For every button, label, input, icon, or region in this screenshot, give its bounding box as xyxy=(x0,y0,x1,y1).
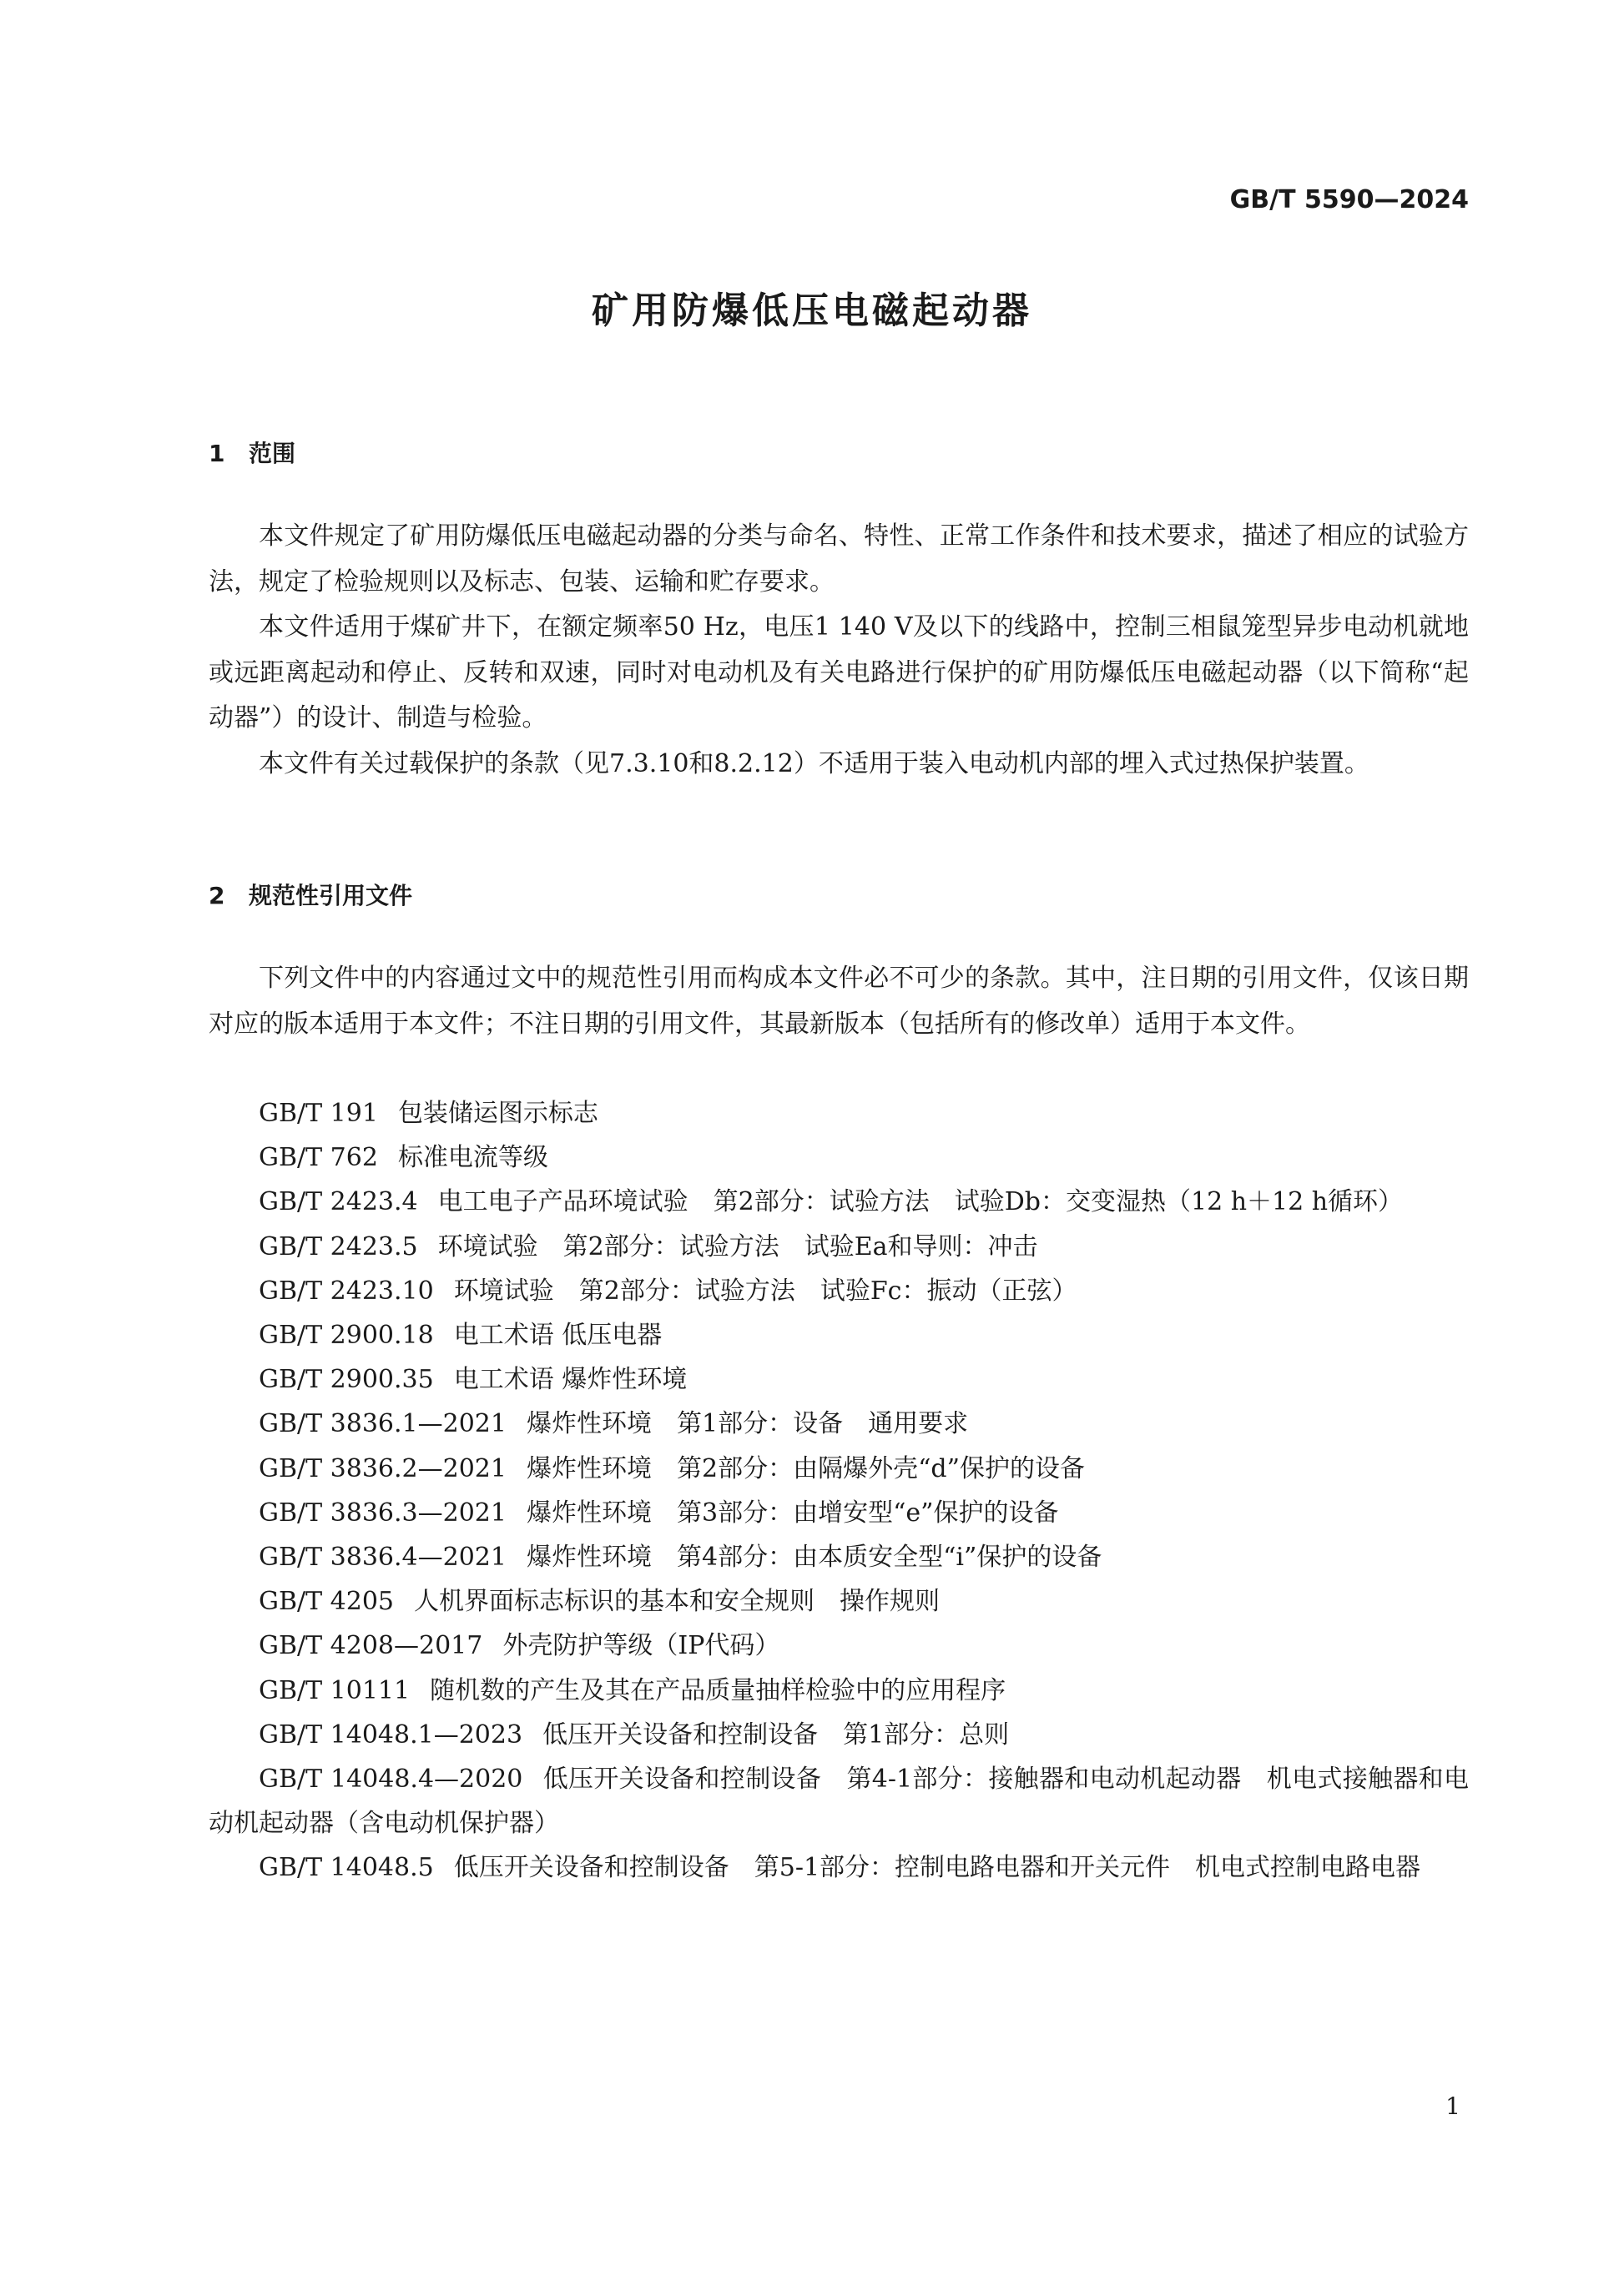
reference-title: 环境试验 第2部分：试验方法 试验Ea和导则：冲击 xyxy=(437,1231,1038,1261)
reference-title: 爆炸性环境 第3部分：由增安型“e”保护的设备 xyxy=(526,1498,1059,1528)
reference-title: 随机数的产生及其在产品质量抽样检验中的应用程序 xyxy=(430,1675,1006,1705)
reference-title: 电工术语 爆炸性环境 xyxy=(453,1365,688,1395)
reference-code: GB/T 4205 xyxy=(259,1587,395,1617)
reference-title: 爆炸性环境 第2部分：由隔爆外壳“d”保护的设备 xyxy=(526,1453,1085,1483)
reference-code: GB/T 2423.5 xyxy=(259,1231,418,1261)
reference-code: GB/T 14048.4—2020 xyxy=(259,1765,523,1795)
section-2-intro xyxy=(209,956,1469,1047)
reference-item xyxy=(209,1447,1469,1491)
reference-item xyxy=(209,1757,1469,1845)
reference-item xyxy=(209,1225,1469,1269)
reference-title: 电工术语 低压电器 xyxy=(453,1321,663,1351)
reference-item xyxy=(209,1091,1469,1135)
reference-code: GB/T 2423.10 xyxy=(259,1276,434,1306)
reference-item xyxy=(209,1535,1469,1579)
reference-code: GB/T 2423.4 xyxy=(259,1187,418,1217)
reference-title: 爆炸性环境 第4部分：由本质安全型“i”保护的设备 xyxy=(526,1543,1102,1573)
reference-item xyxy=(209,1180,1469,1224)
reference-item xyxy=(209,1357,1469,1402)
section-number: 2 xyxy=(209,882,225,909)
reference-item xyxy=(209,1845,1469,1890)
page-number: 1 xyxy=(1445,2092,1460,2120)
section-title: 规范性引用文件 xyxy=(249,882,413,909)
reference-title: 爆炸性环境 第1部分：设备 通用要求 xyxy=(526,1409,969,1439)
reference-code: GB/T 2900.18 xyxy=(259,1321,434,1351)
document-title: 矿用防爆低压电磁起动器 xyxy=(592,290,1032,332)
reference-item xyxy=(209,1579,1469,1624)
reference-code: GB/T 3836.2—2021 xyxy=(259,1453,507,1483)
reference-code: GB/T 3836.3—2021 xyxy=(259,1498,507,1528)
reference-title: 低压开关设备和控制设备 第5-1部分：控制电路电器和开关元件 机电式控制电路电器 xyxy=(453,1853,1421,1883)
reference-item xyxy=(209,1624,1469,1668)
standard-code: GB/T 5590—2024 xyxy=(1229,185,1469,214)
reference-code: GB/T 14048.5 xyxy=(259,1853,434,1883)
paragraph: 下列文件中的内容通过文中的规范性引用而构成本文件必不可少的条款。其中，注日期的引用文件，仅该日期对应的版本适用于本文件；不注日期的引用文件，其最新版本（包括所有的修改单）适用于本文件。 xyxy=(209,964,1469,1039)
reference-item xyxy=(209,1402,1469,1446)
reference-item xyxy=(209,1491,1469,1535)
section-1-body xyxy=(209,514,1469,787)
reference-title: 人机界面标志标识的基本和安全规则 操作规则 xyxy=(414,1587,941,1617)
reference-title: 外壳防护等级（IP代码） xyxy=(502,1631,780,1661)
reference-list xyxy=(209,1091,1469,1891)
reference-code: GB/T 4208—2017 xyxy=(259,1631,483,1661)
reference-title: 低压开关设备和控制设备 第1部分：总则 xyxy=(542,1719,1010,1750)
reference-item xyxy=(209,1135,1469,1180)
reference-item xyxy=(209,1713,1469,1757)
reference-title: 标准电流等级 xyxy=(397,1143,548,1173)
paragraph: 本文件适用于煤矿井下，在额定频率50 Hz，电压1 140 V及以下的线路中，控制三相鼠笼型异步电动机就地或远距离起动和停止、反转和双速，同时对电动机及有关电路进行保护的矿用防爆低压电磁起动器（以下简称“起动器”）的设计、制造与检验。 xyxy=(209,612,1469,733)
reference-code: GB/T 191 xyxy=(259,1099,378,1128)
section-number: 1 xyxy=(209,440,225,467)
paragraph: 本文件有关过载保护的条款（见7.3.10和8.2.12）不适用于装入电动机内部的埋入式过热保护装置。 xyxy=(259,748,1369,778)
reference-code: GB/T 10111 xyxy=(259,1675,411,1705)
reference-title: 电工电子产品环境试验 第2部分：试验方法 试验Db：交变湿热（12 h＋12 h循环） xyxy=(437,1187,1404,1217)
section-1-heading xyxy=(209,436,295,469)
section-2-heading xyxy=(209,878,412,911)
reference-code: GB/T 762 xyxy=(259,1143,378,1173)
reference-code: GB/T 2900.35 xyxy=(259,1365,434,1395)
reference-title: 包装储运图示标志 xyxy=(397,1099,598,1128)
paragraph: 本文件规定了矿用防爆低压电磁起动器的分类与命名、特性、正常工作条件和技术要求，描述了相应的试验方法，规定了检验规则以及标志、包装、运输和贮存要求。 xyxy=(209,521,1469,597)
reference-code: GB/T 14048.1—2023 xyxy=(259,1719,523,1750)
section-title: 范围 xyxy=(249,440,296,467)
reference-title: 环境试验 第2部分：试验方法 试验Fc：振动（正弦） xyxy=(453,1276,1077,1306)
reference-item xyxy=(209,1669,1469,1713)
reference-title: 低压开关设备和控制设备 第4-1部分：接触器和电动机起动器 机电式接触器和电动机起动器（含电动机保护器） xyxy=(209,1765,1469,1839)
reference-item xyxy=(209,1269,1469,1313)
reference-code: GB/T 3836.4—2021 xyxy=(259,1543,507,1573)
reference-code: GB/T 3836.1—2021 xyxy=(259,1409,507,1439)
reference-item xyxy=(209,1313,1469,1357)
